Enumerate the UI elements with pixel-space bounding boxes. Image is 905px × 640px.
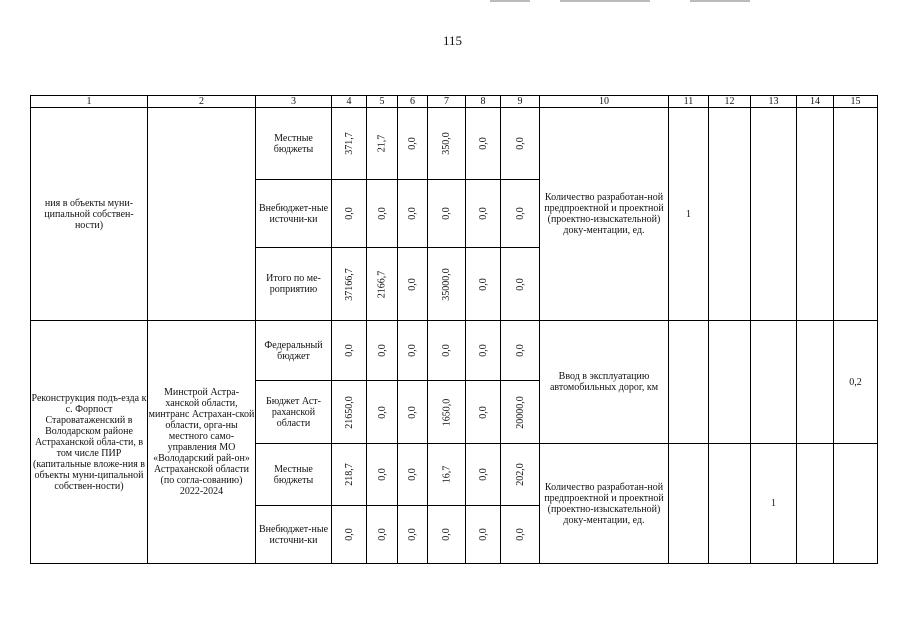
table-row: [31, 108, 878, 180]
header-cell: 10: [540, 96, 669, 108]
value-cell: 0,0: [367, 321, 398, 381]
indicator-value-cell: [797, 108, 834, 321]
value-cell: 35000,0: [428, 248, 466, 321]
indicator-value-cell: [669, 321, 709, 444]
header-cell: 13: [751, 96, 797, 108]
indicator-cell: Ввод в эксплуатацию автомобильных дорог, км: [540, 321, 669, 444]
executor-cell: Минстрой Астра-ханской области, минтранс Астрахан-ской области, орга-ны местного само-управления МО «Володарский рай-он» Астраханской области (по согла-сованию) 2022-2024: [148, 321, 256, 564]
header-cell: 8: [466, 96, 501, 108]
value-cell: 0,0: [466, 444, 501, 506]
header-cell: 15: [834, 96, 878, 108]
value-cell: 0,0: [398, 180, 428, 248]
scan-mark: [490, 0, 530, 2]
value-cell: 0,0: [398, 248, 428, 321]
value-cell: 0,0: [501, 506, 540, 564]
measure-name-cell: ния в объекты муни-ципальной собствен-ности): [31, 108, 148, 321]
indicator-value-cell: [751, 321, 797, 444]
value-cell: 218,7: [332, 444, 367, 506]
scan-mark: [560, 0, 650, 2]
indicator-value-cell: [834, 108, 878, 321]
value-cell: 0,0: [501, 321, 540, 381]
value-cell: 0,0: [466, 248, 501, 321]
value-cell: 0,0: [398, 444, 428, 506]
value-cell: 0,0: [428, 180, 466, 248]
value-cell: 16,7: [428, 444, 466, 506]
value-cell: 0,0: [367, 381, 398, 444]
value-cell: 202,0: [501, 444, 540, 506]
value-cell: 0,0: [466, 381, 501, 444]
value-cell: 0,0: [332, 506, 367, 564]
funding-source-cell: Внебюджет-ные источни-ки: [256, 506, 332, 564]
header-cell: 4: [332, 96, 367, 108]
value-cell: 0,0: [428, 321, 466, 381]
value-cell: 371,7: [332, 108, 367, 180]
funding-source-cell: Местные бюджеты: [256, 444, 332, 506]
value-cell: 21650,0: [332, 381, 367, 444]
header-row: [31, 96, 878, 108]
page-number: 115: [442, 33, 463, 48]
funding-source-cell: Федеральный бюджет: [256, 321, 332, 381]
indicator-value-cell: 1: [751, 444, 797, 564]
measure-name-cell: Реконструкция подъ-езда к с. Форпост Староватаженский в Володарском районе Астраханской обла-сти, в том числе ПИР (капитальные вложе-ния в объекты муни-ципальной собствен-ности): [31, 321, 148, 564]
indicator-value-cell: 0,2: [834, 321, 878, 444]
table-row: [31, 321, 878, 381]
funding-source-cell: Внебюджет-ные источни-ки: [256, 180, 332, 248]
measures-table: [30, 95, 878, 564]
indicator-cell: Количество разработан-ной предпроектной и проектной (проектно-изыскательной) доку-ментации, ед.: [540, 108, 669, 321]
value-cell: 0,0: [428, 506, 466, 564]
header-cell: 6: [398, 96, 428, 108]
value-cell: 0,0: [367, 180, 398, 248]
header-cell: 5: [367, 96, 398, 108]
value-cell: 0,0: [398, 381, 428, 444]
value-cell: 20000,0: [501, 381, 540, 444]
value-cell: 0,0: [466, 506, 501, 564]
value-cell: 0,0: [398, 321, 428, 381]
executor-cell: [148, 108, 256, 321]
header-cell: 14: [797, 96, 834, 108]
header-cell: 9: [501, 96, 540, 108]
indicator-value-cell: [834, 444, 878, 564]
value-cell: 0,0: [367, 506, 398, 564]
funding-source-cell: Бюджет Аст-раханской области: [256, 381, 332, 444]
indicator-value-cell: [709, 108, 751, 321]
indicator-value-cell: [797, 444, 834, 564]
value-cell: 0,0: [398, 108, 428, 180]
indicator-value-cell: [751, 108, 797, 321]
value-cell: 2166,7: [367, 248, 398, 321]
value-cell: 0,0: [466, 180, 501, 248]
header-cell: 11: [669, 96, 709, 108]
value-cell: 37166,7: [332, 248, 367, 321]
indicator-value-cell: [709, 444, 751, 564]
value-cell: 0,0: [501, 180, 540, 248]
value-cell: 1650,0: [428, 381, 466, 444]
value-cell: 0,0: [398, 506, 428, 564]
value-cell: 0,0: [501, 108, 540, 180]
value-cell: 0,0: [466, 321, 501, 381]
value-cell: 350,0: [428, 108, 466, 180]
value-cell: 0,0: [332, 180, 367, 248]
value-cell: 0,0: [501, 248, 540, 321]
indicator-value-cell: 1: [669, 108, 709, 321]
indicator-value-cell: [797, 321, 834, 444]
value-cell: 0,0: [367, 444, 398, 506]
header-cell: 12: [709, 96, 751, 108]
indicator-value-cell: [669, 444, 709, 564]
value-cell: 0,0: [332, 321, 367, 381]
funding-source-cell: Итого по ме-роприятию: [256, 248, 332, 321]
indicator-value-cell: [709, 321, 751, 444]
indicator-cell: Количество разработан-ной предпроектной и проектной (проектно-изыскательной) доку-ментации, ед.: [540, 444, 669, 564]
value-cell: 21,7: [367, 108, 398, 180]
header-cell: 2: [148, 96, 256, 108]
header-cell: 7: [428, 96, 466, 108]
header-cell: 1: [31, 96, 148, 108]
header-cell: 3: [256, 96, 332, 108]
funding-source-cell: Местные бюджеты: [256, 108, 332, 180]
scan-mark: [690, 0, 750, 2]
value-cell: 0,0: [466, 108, 501, 180]
